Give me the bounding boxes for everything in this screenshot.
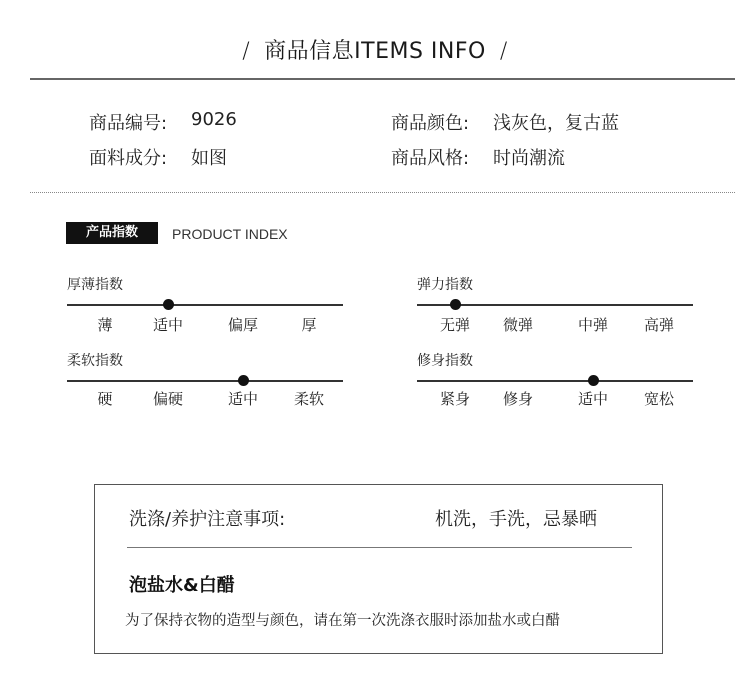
scale-option: 紧身 [439, 390, 471, 408]
scale-option: 无弹 [439, 316, 471, 334]
scale-name: 弹力指数 [417, 277, 473, 293]
scale-option: 中弹 [577, 316, 609, 334]
section-title [0, 34, 750, 65]
material-row [89, 144, 227, 170]
care-tip-title: 泡盐水&白醋 [129, 575, 235, 596]
scale-option: 薄 [97, 316, 113, 334]
care-methods: 机洗，手洗，忌暴晒 [435, 509, 597, 530]
style-label: 商品风格: [391, 148, 470, 169]
scale-option: 微弹 [502, 316, 534, 334]
scale-indicator [450, 299, 461, 310]
title-divider [30, 78, 735, 80]
scale-option: 硬 [97, 390, 113, 408]
scale-track [417, 380, 693, 382]
scale-indicator [588, 375, 599, 386]
title-slash-left: / [242, 39, 251, 64]
product-index-subtitle: PRODUCT INDEX [172, 226, 288, 242]
info-divider [30, 192, 735, 193]
care-instructions-box [94, 484, 663, 654]
product-index-badge: 产品指数 [66, 222, 158, 244]
title-slash-right: / [499, 39, 508, 64]
scale-option: 厚 [301, 316, 317, 334]
item-color-row [391, 109, 619, 135]
style-row [391, 144, 565, 170]
item-number-value: 9026 [191, 109, 237, 130]
scale-name: 柔软指数 [67, 353, 123, 369]
scale-track [67, 380, 343, 382]
scale-name: 厚薄指数 [67, 277, 123, 293]
scale-indicator [238, 375, 249, 386]
scale-track [67, 304, 343, 306]
scale-option: 适中 [152, 316, 184, 334]
scale-indicator [163, 299, 174, 310]
scale-option: 适中 [577, 390, 609, 408]
care-tip-text: 为了保持衣物的造型与颜色，请在第一次洗涤衣服时添加盐水或白醋 [125, 613, 560, 629]
care-heading: 洗涤/养护注意事项: [129, 509, 286, 530]
title-text: 商品信息ITEMS INFO [264, 39, 486, 64]
fit-scale [417, 350, 693, 410]
softness-scale [67, 350, 343, 410]
elasticity-scale [417, 274, 693, 334]
item-color-value: 浅灰色，复古蓝 [493, 113, 619, 134]
style-value: 时尚潮流 [493, 148, 565, 169]
item-color-label: 商品颜色: [391, 113, 470, 134]
scale-option: 偏厚 [227, 316, 259, 334]
scale-option: 柔软 [293, 390, 325, 408]
scale-option: 修身 [502, 390, 534, 408]
scale-option: 宽松 [643, 390, 675, 408]
scale-option: 适中 [227, 390, 259, 408]
material-value: 如图 [191, 148, 227, 169]
material-label: 面料成分: [89, 148, 168, 169]
scale-name: 修身指数 [417, 353, 473, 369]
item-number-row [89, 109, 237, 135]
item-number-label: 商品编号: [89, 113, 168, 134]
scale-option: 偏硬 [152, 390, 184, 408]
scale-option: 高弹 [643, 316, 675, 334]
thickness-scale [67, 274, 343, 334]
care-divider [127, 547, 632, 548]
